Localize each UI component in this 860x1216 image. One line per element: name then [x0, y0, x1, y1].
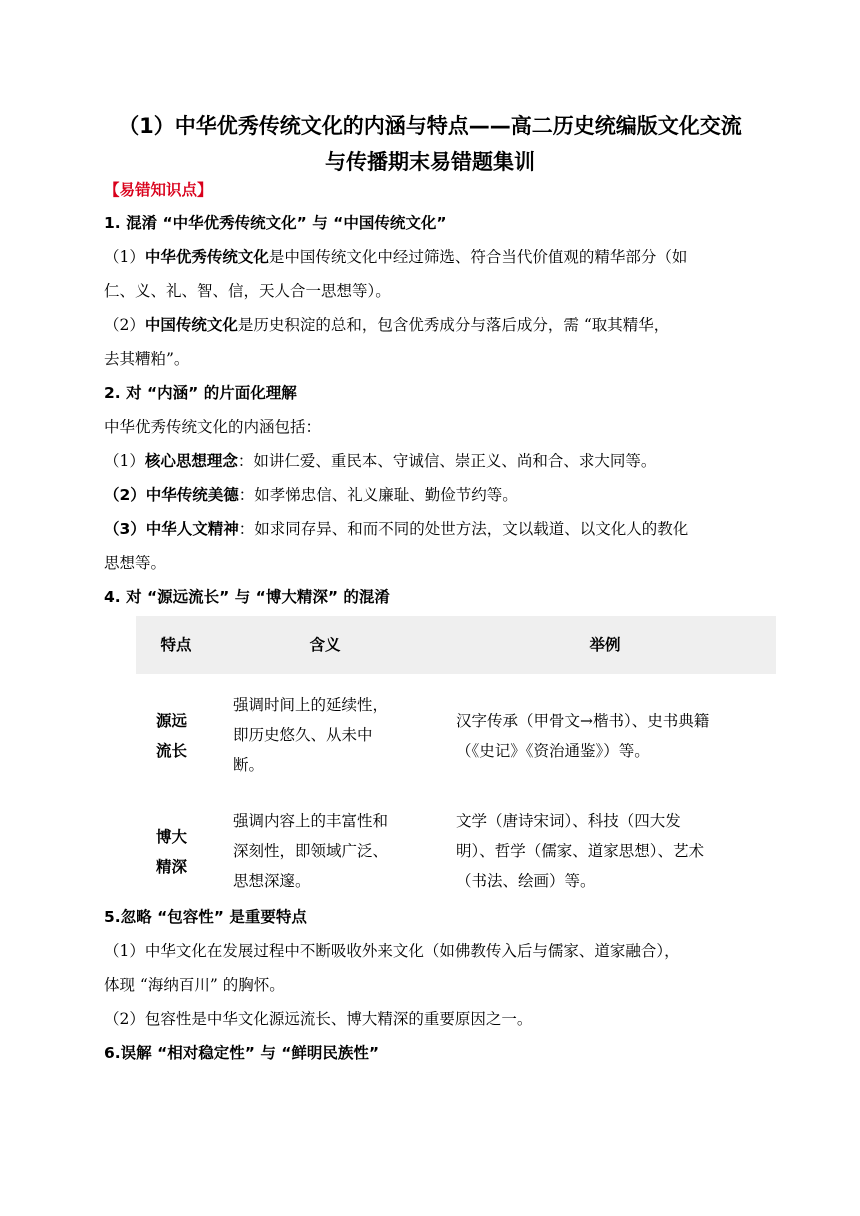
p1-text: 是中国传统文化中经过筛选、符合当代价值观的精华部分（如	[268, 248, 688, 266]
example-line: （书法、绘画）等。	[456, 872, 596, 890]
heading-6: 6.误解 “相对稳定性” 与 “鲜明民族性”	[104, 1044, 380, 1062]
meaning-line: 断。	[233, 756, 265, 774]
table-header-feature: 特点	[160, 636, 192, 654]
section-label: 【易错知识点】	[104, 181, 213, 199]
paragraph-3: 中华优秀传统文化的内涵包括：	[104, 418, 322, 436]
p2-text: 是历史积淀的总和，包含优秀成分与落后成分，需 “取其精华，	[237, 316, 670, 334]
table-cell-meaning	[233, 806, 388, 896]
p6-text: ：如求同存异、和而不同的处世方法，文以载道、以文化人的教化	[238, 520, 689, 538]
feature-line: 流长	[156, 742, 188, 760]
page-title-line-1: （1）中华优秀传统文化的内涵与特点——高二历史统编版文化交流	[118, 114, 742, 138]
p1-prefix: （1）	[104, 248, 145, 266]
p4-prefix: （1）	[104, 452, 145, 470]
table-header-row	[136, 616, 776, 674]
example-line: 文学（唐诗宋词）、科技（四大发	[456, 812, 681, 830]
p2-prefix: （2）	[104, 316, 145, 334]
table-header-example: 举例	[589, 636, 621, 654]
heading-4: 4. 对 “源远流长” 与 “博大精深” 的混淆	[104, 588, 390, 606]
p2-bold-term: 中国传统文化	[144, 316, 238, 334]
paragraph-7-line-2: 体现 “海纳百川” 的胸怀。	[104, 976, 285, 994]
p4-text: ：如讲仁爱、重民本、守诚信、崇正义、尚和合、求大同等。	[237, 452, 657, 470]
paragraph-8: （2）包容性是中华文化源远流长、博大精深的重要原因之一。	[104, 1010, 533, 1028]
example-line: 明）、哲学（儒家、道家思想）、艺术	[456, 842, 705, 860]
meaning-line: 强调内容上的丰富性和	[233, 812, 389, 830]
paragraph-2-line-2: 去其糟粕”。	[104, 350, 190, 368]
p5-text: ：如孝悌忠信、礼义廉耻、勤俭节约等。	[238, 486, 518, 504]
p5-bold-term: （2）中华传统美德	[104, 486, 239, 504]
meaning-line: 即历史悠久、从未中	[233, 726, 373, 744]
meaning-line: 深刻性，即领域广泛、	[233, 842, 389, 860]
meaning-line: 思想深邃。	[233, 872, 311, 890]
p6-bold-term: （3）中华人文精神	[104, 520, 239, 538]
example-line: 汉字传承（甲骨文→楷书）、史书典籍	[456, 712, 710, 730]
meaning-line: 强调时间上的延续性，	[233, 696, 389, 714]
paragraph-6-line-2: 思想等。	[104, 554, 167, 572]
heading-5: 5.忽略 “包容性” 是重要特点	[104, 908, 307, 926]
paragraph-6	[104, 518, 764, 540]
feature-line: 博大	[156, 828, 188, 846]
heading-2: 2. 对 “内涵” 的片面化理解	[104, 384, 297, 402]
feature-line: 源远	[156, 712, 188, 730]
paragraph-4	[104, 450, 764, 472]
p4-bold-term: 核心思想理念	[144, 452, 238, 470]
paragraph-5	[104, 484, 764, 506]
table-cell-meaning	[233, 690, 388, 780]
paragraph-1	[104, 246, 764, 268]
paragraph-2	[104, 314, 764, 336]
table-cell-feature	[156, 706, 187, 766]
table-cell-example	[456, 706, 709, 766]
feature-line: 精深	[156, 858, 188, 876]
paragraph-1-line-2: 仁、义、礼、智、信，天人合一思想等）。	[104, 282, 391, 300]
paragraph-7: （1）中华文化在发展过程中不断吸收外来文化（如佛教传入后与儒家、道家融合），	[104, 942, 680, 960]
p1-bold-term: 中华优秀传统文化	[144, 248, 269, 266]
table-cell-example	[456, 806, 704, 896]
page-title-line-2: 与传播期末易错题集训	[325, 150, 535, 174]
table-header-meaning: 含义	[309, 636, 341, 654]
table-cell-feature	[156, 822, 187, 882]
example-line: （《史记》《资治通鉴》）等。	[456, 742, 650, 760]
heading-1: 1. 混淆 “中华优秀传统文化” 与 “中国传统文化”	[104, 214, 447, 232]
